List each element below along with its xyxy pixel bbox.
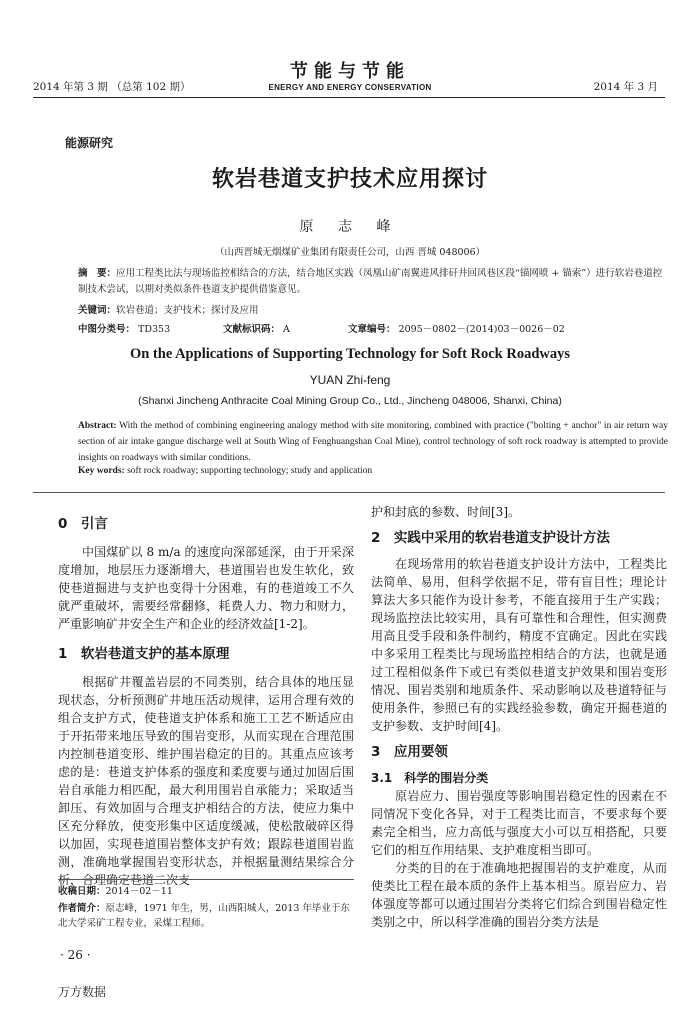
section-0-paragraph: 中国煤矿以 8 m/a 的速度向深部延深，由于开采深度增加，地层压力逐渐增大，巷道围岩也发生软化，致使巷道掘进与支护也变得十分困难，有的巷道竣工不久就严重破坏，需要经常翻修，耗费人力、物力和财力，严重影响矿井安全生产和企业的经济效益[1-2]。 [58,545,354,631]
section-2-paragraph: 在现场常用的软岩巷道支护设计方法中，工程类比法简单、易用，但科学依据不足，带有盲目性；理论计算法大多只能作为设计参考，不能直接用于生产实践；现场监控法比较实用，具有可靠性和合理性，但实测费用高且受手段和条件制约，精度不宜确定。因此在实践中多采用工程类比与现场监控相结合的方法，也就是通过工程相似条件下或已有类似巷道支护效果和围岩变形情况、围岩类别和地质条件、采动影响以及巷道特征与使用条件，参照已有的实践经验参数，确定开掘巷道的支护参数、支护时间[4]。 [371,557,667,733]
abstract-cn-text: 应用工程类比法与现场监控相结合的方法，结合地区实践（凤凰山矿南翼进风排矸井回风巷区段“锚网喷 + 锚索”）进行软岩巷道控制技术尝试，以期对类似条件巷道支护提供借鉴意见。 [78,268,663,295]
right-column [371,503,667,931]
abstract-cn [78,266,668,298]
section-1-paragraph: 根据矿井覆盖岩层的不同类别，结合具体的地压显现状态，分析预测矿井地压活动规律，运用合理有效的组合支护方式，使巷道支护体系和施工工艺不断适应由于开拓带来地压导致的围岩变形，从而实现在合理范围内控制巷道变形、维护围岩稳定的目的。其重点应该考虑的是：巷道支护体系的强度和柔度要与通过加固后围岩自承能力相匹配，最大利用围岩自承能力；采取适当卸压、有效加固与合理支护相结合的方法，使应力集中区充分释放，使变形集中区适度缓减，使松散破碎区得以加固，实现巷道围岩整体支护有效；跟踪巷道围岩监测，准确地掌握围岩变形状态，并根据量测结果综合分析，合理确定巷道二次支 [58,675,354,887]
left-column [58,515,354,889]
keywords-en-text: soft rock roadway; supporting technology; study and application [127,466,373,476]
affiliation-cn: （山西晋城无烟煤矿业集团有限责任公司，山西 晋城 048006） [214,247,486,258]
section-3-1-heading: 3.1 科学的围岩分类 [371,771,489,785]
keywords-en [78,466,668,476]
keywords-cn-label: 关键词： [78,305,117,316]
article-no-value: 2095－0802－(2014)03－0026－02 [398,324,565,335]
article-no-label: 文章编号： [348,324,396,335]
abstract-en-text: With the method of combining engineering analogy method with site monitoring, combined with practice ("bolting + anchor" in air return way section of air intake gangue discharge well at South Wing of Fenghuangshan Coal Mine), control technology of soft rock roadway is attempted to provide insights on roadways with similar conditions. [78,421,668,463]
author-en: YUAN Zhi-feng [309,373,391,387]
section-rule [33,492,665,493]
section-1-continuation: 护和封底的参数、时间[3]。 [371,505,520,519]
author-cn: 原 志 峰 [299,219,401,235]
keywords-en-label: Key words: [78,466,125,476]
received-label: 收稿日期： [58,886,106,897]
footnote-rule [58,879,354,880]
clc-value: TD353 [138,324,171,335]
article-title-cn: 软岩巷道支护技术应用探讨 [211,167,488,192]
header-rule [33,97,665,98]
column-label: 能源研究 [65,136,114,150]
author-bio-text: 原志峰，1971 年生，男，山西阳城人，2013 年毕业于东北大学采矿工程专业，采煤工程师。 [58,903,350,929]
watermark-text: 万方数据 [58,985,107,999]
issue-info: 2014 年第 3 期 （总第 102 期） [33,81,191,93]
article-title-en: On the Applications of Supporting Technology for Soft Rock Roadways [129,346,571,362]
section-3-heading: 3 应用要领 [371,744,448,760]
issue-date: 2014 年 3 月 [593,81,658,93]
abstract-cn-label: 摘 要： [78,268,117,279]
received-value: 2014－02－11 [105,886,173,897]
section-3-1-paragraph-1: 原岩应力、围岩强度等影响围岩稳定性的因素在不同情况下变化各异，对于工程类比而言，不要求每个要素完全相当，应力高低与强度大小可以互相搭配，只要它们的相互作用结果、支护难度相当即可。 [371,789,667,857]
journal-title-en: ENERGY AND ENERGY CONSERVATION [268,83,432,92]
received-date [58,884,358,899]
doc-code-group [223,321,348,335]
keywords-cn-text: 软岩巷道；支护技术；探讨及应用 [116,305,259,316]
abstract-en-label: Abstract: [78,421,117,431]
article-no-group [348,321,565,335]
section-3-1-paragraph-2: 分类的目的在于准确地把握围岩的支护难度，从而使类比工程在最本质的条件上基本相当。原岩应力、岩体强度等都可以通过围岩分类将它们综合到围岩稳定性类别之中，所以科学准确的围岩分类方法是 [371,861,667,929]
section-2-heading: 2 实践中采用的软岩巷道支护设计方法 [371,530,610,546]
page-number: · 26 · [60,948,91,962]
keywords-cn [78,302,668,316]
author-bio-label: 作者简介： [58,903,106,914]
clc-label: 中图分类号： [78,324,136,335]
affiliation-en: (Shanxi Jincheng Anthracite Coal Mining Group Co., Ltd., Jincheng 048006, Shanxi, China) [138,395,562,407]
section-1-heading: 1 软岩巷道支护的基本原理 [58,646,230,662]
section-0-heading: 0 引言 [58,516,108,532]
doc-code-value: A [283,324,290,335]
abstract-en [78,418,668,466]
author-bio [58,901,358,931]
clc-group [78,321,223,335]
classification-row [78,321,668,335]
journal-title-cn: 节能与节能 [290,61,410,82]
doc-code-label: 文献标识码： [223,324,281,335]
